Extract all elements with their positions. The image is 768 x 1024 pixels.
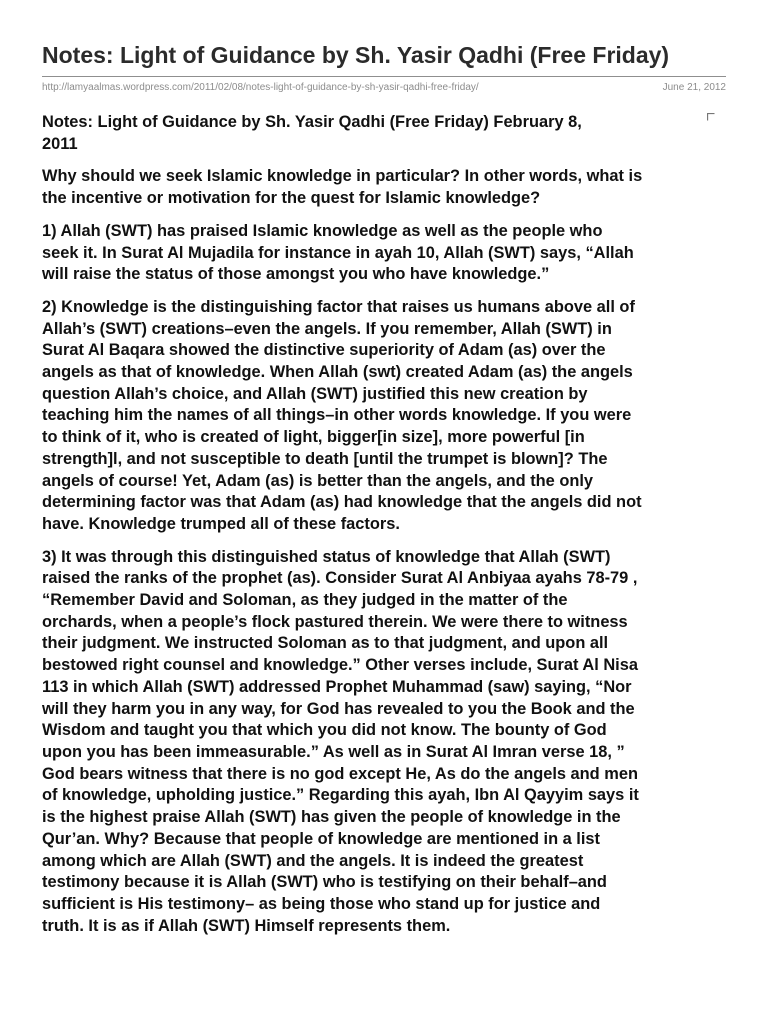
paragraph-line: is the highest praise Allah (SWT) has given the people of knowledge in the [42,808,621,827]
paragraph-line: angels of course! Yet, Adam (as) is better than the angels, and the only [42,471,594,490]
paragraph-line: to think of it, who is created of light, bigger[in size], more powerful [in [42,428,585,447]
paragraph-line: raised the ranks of the prophet (as). Consider Surat Al Anbiyaa ayahs 78-79 , [42,569,638,588]
paragraph-line: will they harm you in any way, for God has revealed to you the Book and the [42,699,635,718]
subtitle-line: Notes: Light of Guidance by Sh. Yasir Qadhi (Free Friday) February 8, [42,113,582,131]
paragraph-line: strength]l, and not susceptible to death [until the trumpet is blown]? The [42,449,608,468]
point-2-paragraph [42,297,732,536]
paragraph-line: Qur’an. Why? Because that people of knowledge are mentioned in a list [42,829,600,848]
point-3-paragraph [42,547,732,938]
paragraph-line: upon you has been immeasurable.” As well as in Surat Al Imran verse 18, ” [42,742,625,761]
paragraph-line: their judgment. We instructed Soloman as to that judgment, and upon all [42,634,609,653]
paragraph-line: teaching him the names of all things–in other words knowledge. If you were [42,406,632,425]
paragraph-line: determining factor was that Adam (as) had knowledge that the angels did not [42,493,642,512]
paragraph-line: Why should we seek Islamic knowledge in particular? In other words, what is [42,167,643,186]
paragraph-line: Allah’s (SWT) creations–even the angels. If you remember, Allah (SWT) in [42,319,612,338]
paragraph-line: of knowledge, upholding justice.” Regarding this ayah, Ibn Al Qayyim says it [42,786,639,805]
paragraph-line: God bears witness that there is no god except He, As do the angels and men [42,764,638,783]
header-divider [42,76,726,77]
paragraph-line: angels as that of knowledge. When Allah (swt) created Adam (as) the angels [42,363,633,382]
paragraph-line: 2) Knowledge is the distinguishing factor that raises us humans above all of [42,297,635,316]
paragraph-line: bestowed right counsel and knowledge.” Other verses include, Surat Al Nisa [42,656,638,675]
question-paragraph [42,166,732,209]
paragraph-line: 113 in which Allah (SWT) addressed Prophet Muhammad (saw) saying, “Nor [42,677,632,696]
paragraph-line: the incentive or motivation for the quest for Islamic knowledge? [42,189,541,208]
paragraph-line: have. Knowledge trumped all of these factors. [42,514,400,533]
paragraph-line: Wisdom and taught you that which you did not know. The bounty of God [42,721,607,740]
article-body [42,112,732,937]
paragraph-line: “Remember David and Soloman, as they judged in the matter of the [42,591,568,610]
paragraph-line: orchards, when a people’s flock pastured therein. We were there to witness [42,612,628,631]
subtitle-line: 2011 [42,134,78,153]
paragraph-line: 3) It was through this distinguished status of knowledge that Allah (SWT) [42,547,611,566]
source-url: http://lamyaalmas.wordpress.com/2011/02/08/notes-light-of-guidance-by-sh-yasir-qadhi-free-friday/ [42,82,479,93]
publish-date: June 21, 2012 [662,82,726,93]
paragraph-line: sufficient is His testimony– as being those who stand up for justice and [42,894,601,913]
paragraph-line: 1) Allah (SWT) has praised Islamic knowledge as well as the people who [42,221,603,240]
point-1-paragraph [42,221,732,286]
paragraph-line: will raise the status of those amongst you who have knowledge.” [42,265,550,284]
article-subtitle [42,112,732,155]
paragraph-line: among which are Allah (SWT) and the angels. It is indeed the greatest [42,851,584,870]
paragraph-line: question Allah’s choice, and Allah (SWT) justified this new creation by [42,384,588,403]
paragraph-line: Surat Al Baqara showed the distinctive superiority of Adam (as) over the [42,341,606,360]
page-title: Notes: Light of Guidance by Sh. Yasir Qadhi (Free Friday) [42,42,670,68]
paragraph-line: testimony because it is Allah (SWT) who is testifying on their behalf–and [42,873,607,892]
paragraph-line: truth. It is as if Allah (SWT) Himself represents them. [42,916,451,935]
paragraph-line: seek it. In Surat Al Mujadila for instance in ayah 10, Allah (SWT) says, “Allah [42,243,634,262]
